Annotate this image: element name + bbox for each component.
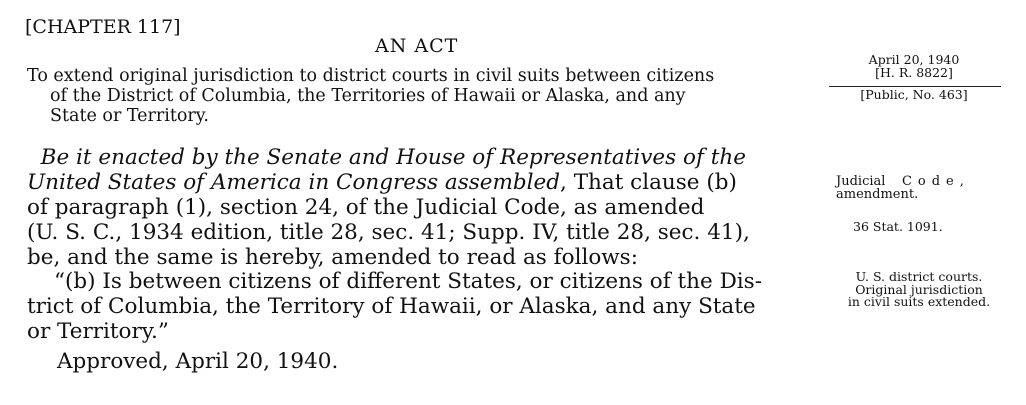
margin-date [827, 54, 1001, 79]
enacting-formula: Be it enacted by the Senate and House of Representatives of the [40, 145, 746, 170]
margin-dc-line: Original jurisdiction [855, 281, 983, 297]
chapter-heading: [CHAPTER 117] [25, 16, 181, 38]
quoted-line: or Territory.” [27, 319, 169, 344]
margin-jc-word: Judicial [836, 174, 886, 189]
margin-public-law: [Public, No. 463] [860, 87, 968, 102]
enacting-line [27, 170, 750, 195]
margin-dc-line: U. S. district courts. [855, 269, 983, 284]
enacting-text: , That clause (b) [560, 170, 737, 195]
purpose-line: of the District of Columbia, the Territories of Hawaii or Alaska, and any [50, 86, 686, 106]
approval-line: Approved, April 20, 1940. [57, 349, 339, 374]
margin-jc-word: Code, [901, 174, 970, 189]
act-title: AN ACT [375, 35, 459, 57]
margin-bill-number: [H. R. 8822] [875, 64, 953, 80]
margin-judicial-code [836, 175, 970, 201]
purpose-line: To extend original jurisdiction to district courts in civil suits between citizens [27, 66, 715, 86]
act-purpose [27, 66, 714, 126]
amended-clause [27, 269, 762, 344]
margin-statute: 36 Stat. 1091. [853, 219, 943, 234]
margin-jc-word: amendment. [836, 187, 919, 202]
body-line: of paragraph (1), section 24, of the Judicial Code, as amended [27, 195, 705, 220]
body-line: be, and the same is hereby, amended to read as follows: [27, 245, 638, 270]
margin-date-text: April 20, 1940 [868, 52, 960, 67]
quoted-line: “(b) Is between citizens of different States, or citizens of the Dis- [54, 269, 762, 294]
enacting-line [27, 145, 750, 170]
quoted-line: trict of Columbia, the Territory of Hawaii, or Alaska, and any State [27, 294, 756, 319]
margin-dc-line: in civil suits extended. [847, 294, 991, 309]
enacting-formula-cont: United States of America in Congress assembled [27, 170, 561, 195]
enacting-clause [27, 145, 750, 270]
purpose-line: State or Territory. [50, 106, 209, 126]
margin-district-courts [834, 271, 1004, 309]
body-line: (U. S. C., 1934 edition, title 28, sec. 41; Supp. IV, title 28, sec. 41), [27, 220, 750, 245]
